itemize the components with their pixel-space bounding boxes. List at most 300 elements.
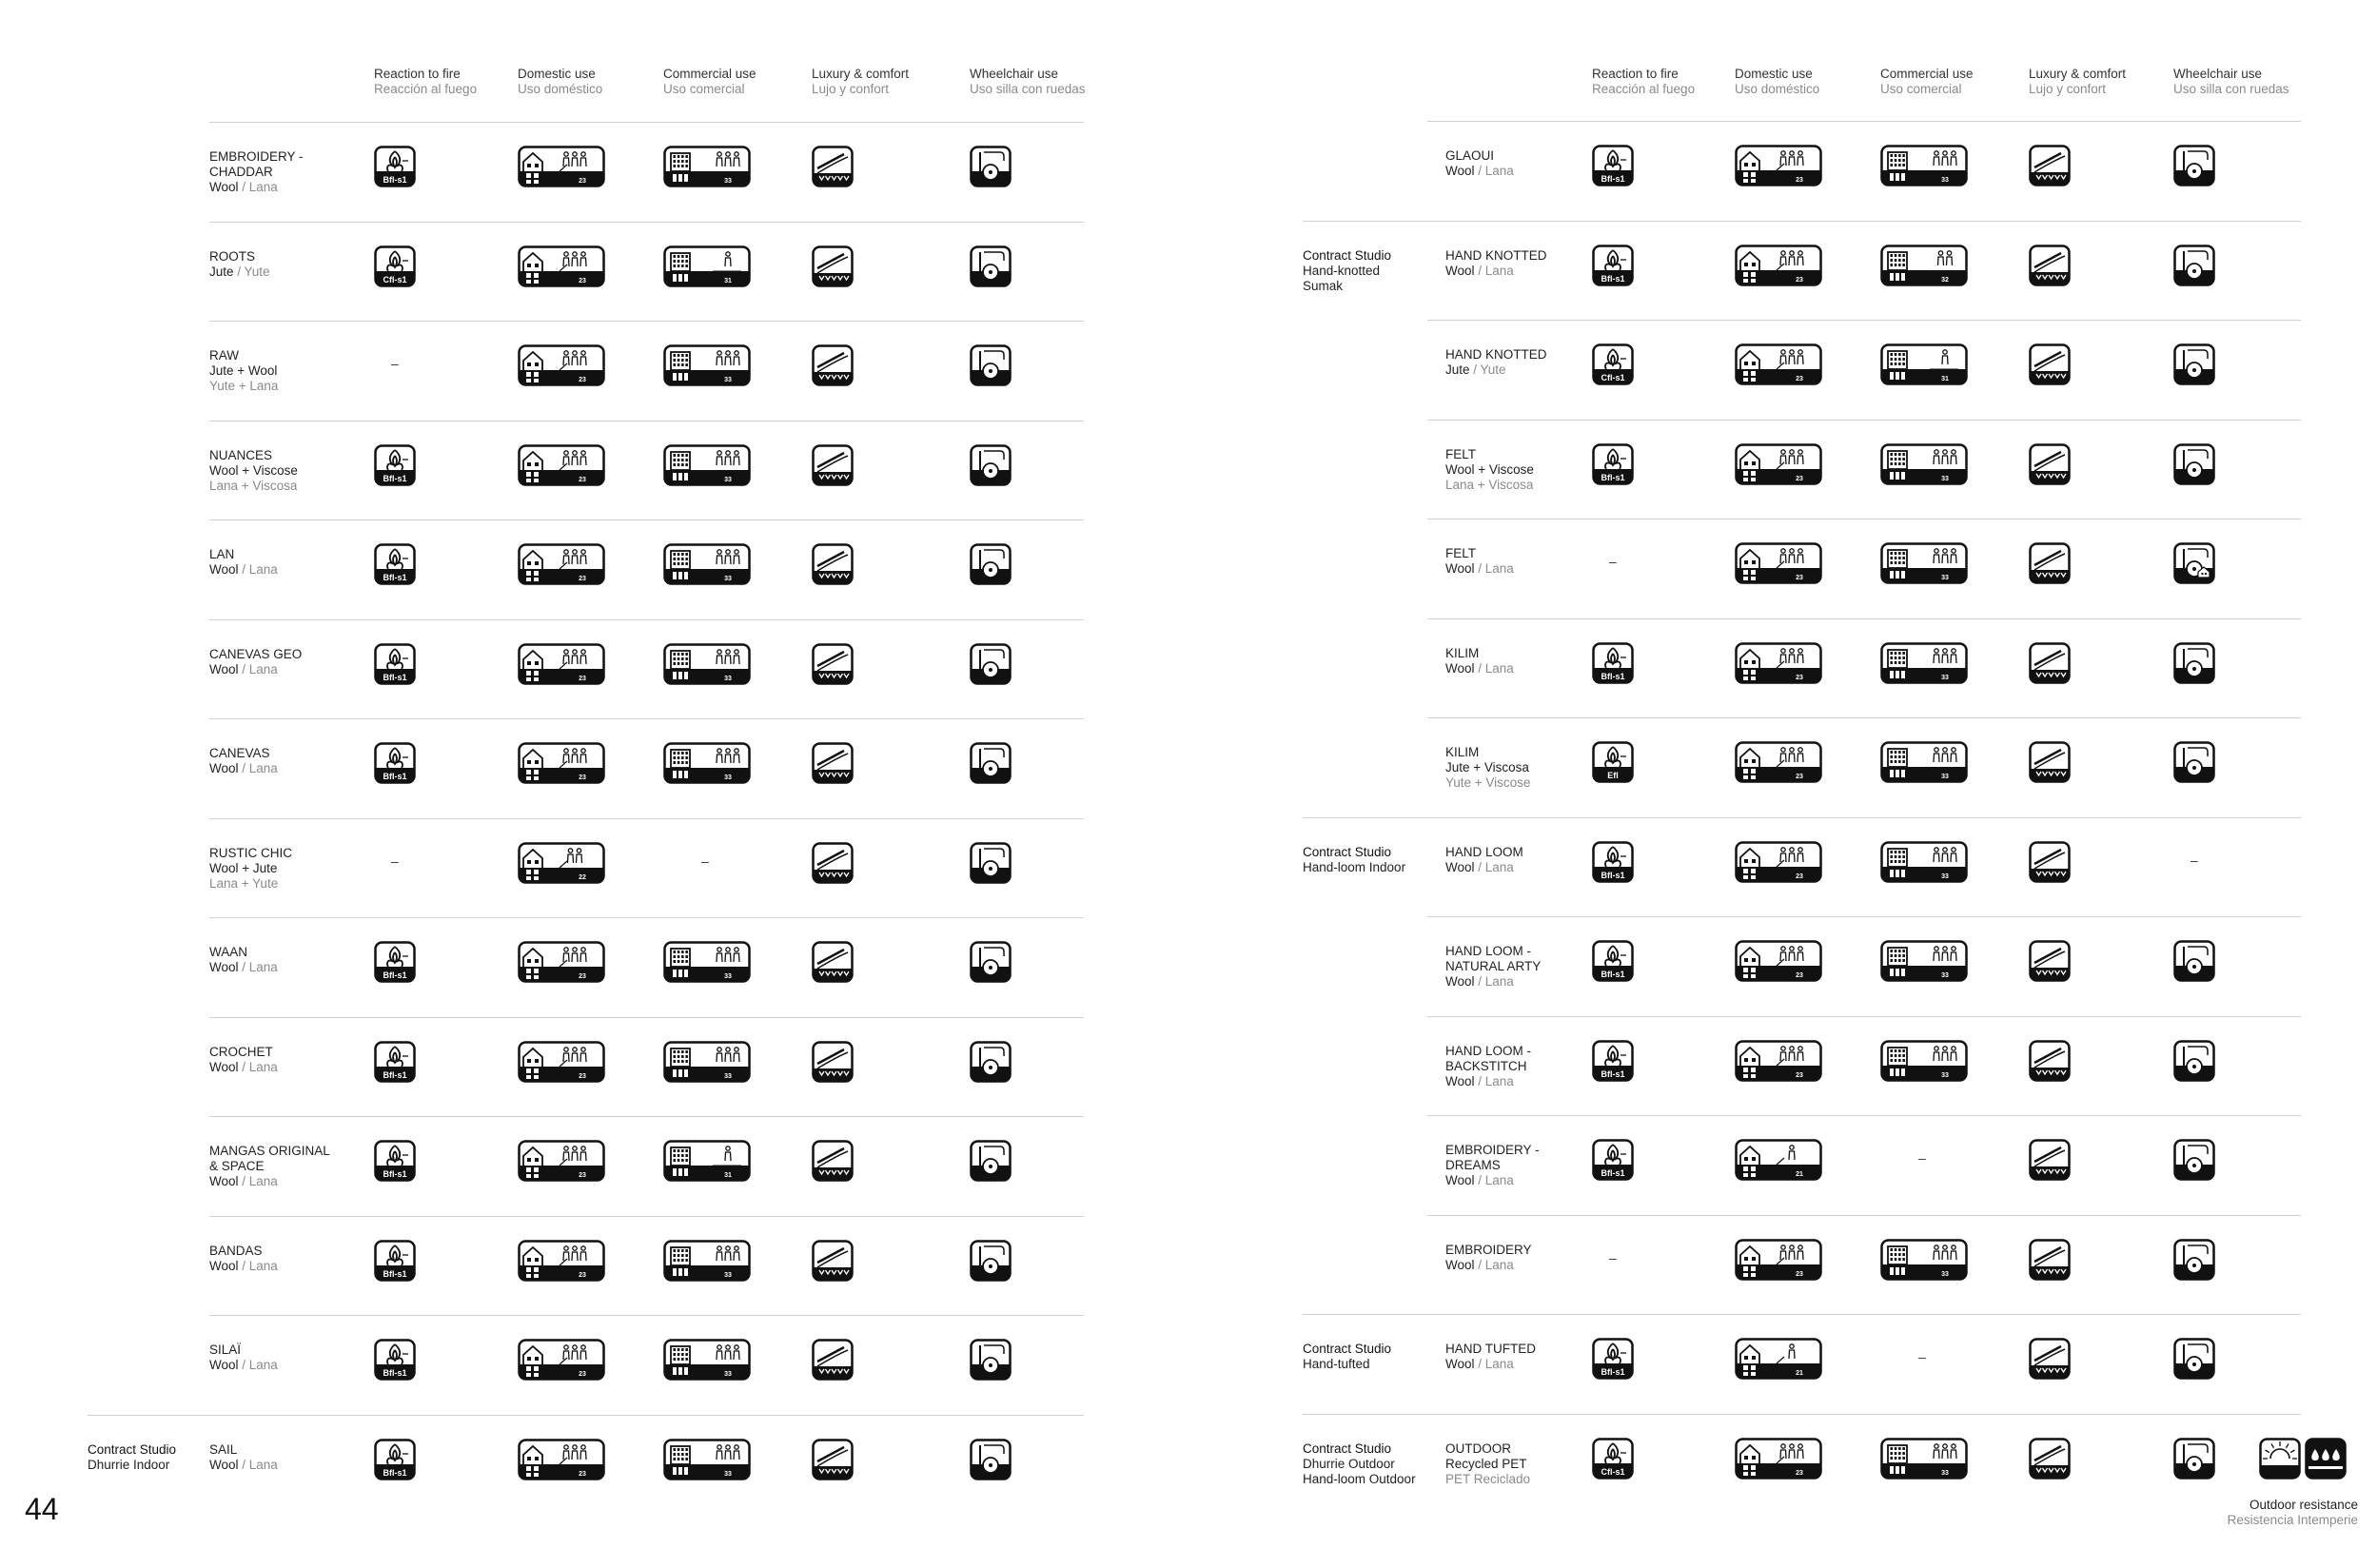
material-en: Wool — [1445, 859, 1479, 874]
svg-text:23: 23 — [579, 973, 586, 980]
product-name: FELT — [1445, 546, 1477, 560]
wheelchair-use-icon — [2173, 1139, 2215, 1181]
svg-text:32: 32 — [1941, 276, 1949, 284]
product-label — [1445, 347, 1547, 378]
material-es: / Lana — [1478, 1073, 1514, 1088]
luxury-comfort-icon — [2029, 145, 2071, 186]
material — [1445, 561, 1514, 577]
product-label — [1445, 1342, 1536, 1372]
collection-line: Contract Studio — [1303, 844, 1392, 859]
material: Wool + Viscose — [209, 462, 298, 478]
svg-text:23: 23 — [579, 1271, 586, 1279]
material-es: / Lana — [242, 960, 278, 974]
right-header-domestic — [1735, 67, 1819, 97]
fire-rating-icon — [1592, 1139, 1634, 1181]
commercial-use-icon — [1880, 145, 1968, 186]
collection-line: Hand-tufted — [1303, 1357, 1370, 1371]
material-en: Wool — [1445, 164, 1479, 178]
fire-class-label: Bfl-s1 — [1601, 273, 1625, 284]
material — [1445, 661, 1514, 676]
material: Wool + Viscose — [1445, 461, 1534, 477]
header-en: Wheelchair use — [970, 67, 1059, 81]
svg-text:23: 23 — [579, 675, 586, 682]
material-es: / Lana — [242, 1358, 278, 1372]
svg-text:33: 33 — [724, 178, 732, 185]
svg-text:23: 23 — [579, 774, 586, 781]
svg-text:23: 23 — [1796, 1469, 1803, 1477]
product-name: NATURAL ARTY — [1445, 959, 1542, 973]
material-en: Wool — [209, 661, 243, 676]
fire-class-label: Bfl-s1 — [1601, 472, 1625, 482]
product-name: HAND LOOM - — [1445, 944, 1532, 958]
fire-class-label: Cfl-s1 — [383, 274, 407, 284]
fire-class-label: Efl — [1607, 771, 1619, 780]
product-name: FELT — [1445, 446, 1477, 461]
collection-line: Sumak — [1303, 278, 1344, 293]
svg-text:33: 33 — [724, 1271, 732, 1279]
svg-text:31: 31 — [724, 277, 732, 284]
product-name: NUANCES — [209, 447, 273, 462]
product-name: EMBROIDERY - — [209, 149, 304, 164]
material-es: / Yute — [1473, 363, 1506, 377]
wheelchair-use-icon — [2173, 542, 2215, 584]
material — [1445, 1173, 1540, 1188]
material-en: Wool — [1445, 1173, 1479, 1187]
wheelchair-use-icon — [2173, 1338, 2215, 1380]
material-es: / Lana — [1478, 561, 1514, 576]
svg-text:23: 23 — [1796, 575, 1803, 581]
fire-class-label: Bfl-s1 — [1601, 1367, 1625, 1377]
header-en: Domestic use — [518, 67, 596, 81]
fire-class-label: Bfl-s1 — [383, 1467, 407, 1478]
svg-text:33: 33 — [1941, 177, 1949, 184]
header-es: Lujo y confort — [2029, 82, 2107, 96]
wheelchair-use-icon — [2173, 1239, 2215, 1281]
product-name: SILAÏ — [209, 1343, 242, 1357]
svg-text:23: 23 — [579, 377, 586, 383]
svg-text:33: 33 — [1941, 1270, 1949, 1278]
commercial-use-icon — [1880, 1040, 1968, 1082]
product-name: CHADDAR — [209, 165, 273, 179]
luxury-comfort-icon — [2029, 940, 2071, 982]
commercial-use-icon — [1880, 542, 1968, 584]
header-en: Reaction to fire — [374, 67, 461, 81]
svg-text:21: 21 — [1796, 1171, 1803, 1178]
right-table-row — [1303, 221, 2301, 321]
domestic-use-icon — [1735, 1239, 1822, 1281]
fire-rating-icon — [1592, 741, 1634, 783]
wheelchair-use-icon — [2173, 245, 2215, 286]
svg-text:33: 33 — [724, 675, 732, 682]
header-es: Lujo y confort — [812, 82, 890, 96]
product-name: BACKSTITCH — [1445, 1058, 1527, 1073]
material: Recycled PET — [1445, 1456, 1527, 1471]
material-es: / Lana — [242, 761, 278, 775]
material-en: Wool — [209, 960, 243, 974]
commercial-use-icon — [1880, 841, 1968, 883]
commercial-use-icon — [1880, 940, 1968, 982]
commercial-use-icon — [1880, 642, 1968, 684]
right-table-row — [1303, 1314, 2301, 1414]
header-es: Uso silla con ruedas — [2173, 82, 2289, 96]
svg-text:23: 23 — [1796, 475, 1803, 482]
svg-text:23: 23 — [579, 178, 586, 185]
product-name: DREAMS — [1445, 1158, 1501, 1172]
sun-resistance-icon — [2259, 1438, 2301, 1480]
fire-rating-icon — [1592, 1438, 1634, 1480]
fire-class-label: Bfl-s1 — [383, 672, 407, 682]
collection-label — [1303, 1342, 1391, 1372]
product-label — [1445, 1441, 1530, 1487]
fire-class-label: Bfl-s1 — [383, 772, 407, 781]
material-es: / Lana — [242, 1174, 278, 1188]
svg-text:21: 21 — [1796, 1370, 1803, 1377]
luxury-comfort-icon — [2029, 1040, 2071, 1082]
svg-text:33: 33 — [724, 377, 732, 383]
product-label — [1445, 845, 1523, 875]
page-number: 44 — [25, 1492, 59, 1526]
material-en: Wool — [1445, 1257, 1479, 1272]
product-name: RUSTIC CHIC — [209, 845, 292, 860]
header-es: Uso doméstico — [518, 82, 603, 96]
material-en: Wool — [1445, 1357, 1479, 1371]
outdoor-legend-es: Resistencia Intemperie — [2227, 1513, 2358, 1527]
header-en: Wheelchair use — [2173, 67, 2263, 81]
product-label — [1445, 1143, 1540, 1188]
right-table-row — [1427, 320, 2301, 420]
product-name: KILIM — [1445, 745, 1480, 759]
collection-line: Hand-loom Indoor — [1303, 859, 1406, 874]
right-table-row — [1427, 1016, 2301, 1116]
wheelchair-use-icon — [2173, 940, 2215, 982]
fire-class-label: Bfl-s1 — [383, 573, 407, 582]
material-en: Wool — [209, 1258, 243, 1273]
svg-text:33: 33 — [1941, 774, 1949, 780]
material-es: / Lana — [242, 1059, 278, 1074]
wheelchair-use-icon — [2173, 642, 2215, 684]
material-es: PET Reciclado — [1445, 1471, 1531, 1486]
product-label — [1445, 148, 1514, 179]
product-name: HAND KNOTTED — [1445, 347, 1547, 362]
fire-rating-icon — [1592, 642, 1634, 684]
svg-text:23: 23 — [579, 1470, 586, 1478]
material: Jute + Viscosa — [1445, 760, 1529, 774]
right-table-row — [1303, 1414, 2301, 1514]
fire-class-label: Bfl-s1 — [1601, 970, 1625, 979]
luxury-comfort-icon — [2029, 343, 2071, 385]
material-en: Jute — [209, 264, 238, 279]
product-label — [1445, 1243, 1532, 1273]
dash: – — [391, 356, 399, 371]
svg-text:23: 23 — [579, 476, 586, 483]
header-en: Domestic use — [1735, 67, 1813, 81]
right-table-row — [1427, 420, 2301, 519]
fire-rating-icon — [1592, 940, 1634, 982]
dash: – — [2190, 852, 2198, 868]
right-table-row — [1427, 916, 2301, 1016]
header-en: Commercial use — [1880, 67, 1974, 81]
right-header-luxury — [2029, 67, 2126, 97]
material — [1445, 1074, 1531, 1089]
product-label — [1445, 745, 1530, 791]
product-name: CANEVAS GEO — [209, 646, 303, 661]
fire-rating-icon — [1592, 1040, 1634, 1082]
product-label — [1445, 447, 1534, 493]
material-es: / Lana — [1478, 263, 1514, 278]
product-name: WAAN — [209, 945, 247, 959]
svg-text:22: 22 — [579, 873, 586, 881]
product-name: MANGAS ORIGINAL — [209, 1144, 330, 1158]
right-header-commercial — [1880, 67, 1974, 97]
material-es: / Lana — [1478, 1257, 1514, 1272]
commercial-use-icon — [1880, 245, 1968, 286]
fire-class-label: Bfl-s1 — [1601, 1168, 1625, 1178]
svg-text:33: 33 — [724, 1072, 732, 1080]
material-es: Lana + Viscosa — [209, 478, 298, 493]
header-en: Luxury & comfort — [2029, 67, 2127, 81]
material-en: Wool — [1445, 561, 1479, 576]
product-name: HAND TUFTED — [1445, 1342, 1537, 1356]
svg-text:23: 23 — [579, 277, 586, 284]
material-en: Wool — [1445, 263, 1479, 278]
domestic-use-icon — [1735, 1040, 1822, 1082]
product-name: HAND LOOM - — [1445, 1043, 1532, 1058]
fire-class-label: Bfl-s1 — [383, 1268, 407, 1279]
svg-text:33: 33 — [1941, 475, 1949, 482]
header-en: Luxury & comfort — [812, 67, 910, 81]
material-es: / Lana — [242, 1457, 278, 1472]
outdoor-legend — [2228, 1498, 2358, 1528]
wheelchair-use-icon — [2173, 343, 2215, 385]
material-en: Wool — [209, 1457, 243, 1472]
header-es: Uso comercial — [663, 82, 745, 96]
material-es: / Lana — [242, 1258, 278, 1273]
material-es: Yute + Lana — [209, 379, 279, 393]
product-name: EMBROIDERY — [1445, 1242, 1532, 1257]
svg-text:23: 23 — [1796, 1071, 1803, 1079]
svg-text:33: 33 — [1941, 972, 1949, 979]
right-table-row — [1427, 717, 2301, 817]
svg-text:23: 23 — [1796, 872, 1803, 880]
collection-line: Contract Studio — [1303, 1441, 1392, 1456]
material — [1445, 1258, 1532, 1273]
svg-text:33: 33 — [724, 973, 732, 980]
collection-line: Contract Studio — [1303, 1342, 1392, 1356]
material-es: / Lana — [242, 180, 278, 194]
right-table-row — [1303, 817, 2301, 917]
material-en: Wool — [209, 562, 243, 577]
fire-class-label: Cfl-s1 — [1601, 373, 1625, 382]
material-es: / Lana — [1478, 1173, 1514, 1187]
fire-class-label: Bfl-s1 — [1601, 174, 1625, 184]
product-label — [1445, 546, 1514, 577]
luxury-comfort-icon — [2029, 741, 2071, 783]
dash: – — [701, 853, 709, 869]
header-es: Reacción al fuego — [1592, 82, 1696, 96]
luxury-comfort-icon — [2029, 642, 2071, 684]
material — [1445, 1357, 1536, 1372]
svg-text:23: 23 — [579, 1172, 586, 1179]
domestic-use-icon — [1735, 542, 1822, 584]
product-name: CROCHET — [209, 1044, 273, 1059]
product-name: HAND KNOTTED — [1445, 247, 1547, 263]
dash: – — [1609, 1249, 1617, 1265]
wheelchair-use-icon — [2173, 443, 2215, 485]
wheelchair-use-icon — [2173, 1040, 2215, 1082]
right-table-row — [1427, 519, 2301, 618]
right-table-row — [1427, 1215, 2301, 1315]
commercial-use-icon — [1880, 343, 1968, 385]
svg-text:23: 23 — [579, 1371, 586, 1378]
svg-text:33: 33 — [724, 1371, 732, 1378]
material-en: Wool — [1445, 1073, 1479, 1088]
svg-text:23: 23 — [579, 576, 586, 582]
right-table-row — [1427, 121, 2301, 221]
material — [1445, 860, 1523, 875]
svg-text:33: 33 — [1941, 1071, 1949, 1079]
material: Jute + Wool — [209, 363, 278, 378]
domestic-use-icon — [1735, 1139, 1822, 1181]
header-es: Uso comercial — [1880, 82, 1962, 96]
product-name: & SPACE — [209, 1159, 265, 1173]
svg-text:33: 33 — [724, 1470, 732, 1478]
right-table-row — [1427, 618, 2301, 718]
header-en: Commercial use — [663, 67, 756, 81]
domestic-use-icon — [1735, 741, 1822, 783]
product-name: RAW — [209, 348, 239, 363]
material-es: Yute + Viscose — [1445, 775, 1531, 790]
material — [1445, 363, 1547, 378]
svg-text:33: 33 — [1941, 575, 1949, 581]
fire-rating-icon — [1592, 443, 1634, 485]
svg-text:23: 23 — [579, 1072, 586, 1080]
material-es: / Lana — [1478, 859, 1514, 874]
collection-label — [1303, 845, 1405, 875]
fire-class-label: Bfl-s1 — [383, 1169, 407, 1179]
material-en: Wool — [1445, 660, 1479, 676]
material: Wool + Jute — [209, 860, 278, 875]
svg-text:31: 31 — [724, 1172, 732, 1179]
outdoor-legend-en: Outdoor resistance — [2249, 1498, 2358, 1512]
material-es: / Lana — [1478, 974, 1514, 989]
product-name: BANDAS — [209, 1243, 263, 1258]
material-en: Wool — [209, 1174, 243, 1188]
svg-text:33: 33 — [1941, 1469, 1949, 1477]
commercial-use-icon — [1880, 1239, 1968, 1281]
product-name: KILIM — [1445, 645, 1480, 660]
luxury-comfort-icon — [2029, 1438, 2071, 1480]
collection-line: Hand-knotted — [1303, 263, 1381, 278]
dash: – — [1918, 1349, 1926, 1364]
material-en: Wool — [209, 1059, 243, 1074]
svg-text:33: 33 — [1941, 872, 1949, 880]
commercial-use-icon — [1880, 741, 1968, 783]
commercial-use-icon — [1880, 1438, 1968, 1480]
domestic-use-icon — [1735, 145, 1822, 186]
product-name: LAN — [209, 547, 235, 561]
wheelchair-use-icon — [2173, 741, 2215, 783]
collection-label — [1303, 248, 1391, 294]
svg-text:23: 23 — [1796, 177, 1803, 184]
material-es: / Lana — [242, 562, 278, 577]
svg-text:23: 23 — [1796, 376, 1803, 382]
product-name: EMBROIDERY - — [1445, 1143, 1540, 1157]
svg-text:33: 33 — [724, 774, 732, 781]
domestic-use-icon — [1735, 1338, 1822, 1380]
material — [1445, 264, 1547, 279]
luxury-comfort-icon — [2029, 1139, 2071, 1181]
domestic-use-icon — [1735, 1438, 1822, 1480]
right-table-row — [1427, 1115, 2301, 1215]
domestic-use-icon — [1735, 343, 1822, 385]
svg-text:23: 23 — [1796, 674, 1803, 681]
product-name: OUTDOOR — [1445, 1441, 1511, 1456]
material-en: Jute — [1445, 363, 1474, 377]
header-es: Uso doméstico — [1735, 82, 1820, 96]
material-es: Lana + Yute — [209, 875, 279, 891]
product-label — [1445, 248, 1547, 279]
material-en: Wool — [209, 180, 243, 194]
fire-class-label: Cfl-s1 — [1601, 1466, 1625, 1477]
svg-text:23: 23 — [1796, 1270, 1803, 1278]
material-es: / Lana — [242, 661, 278, 676]
collection-line: Dhurrie Outdoor — [1303, 1456, 1395, 1471]
right-header-fire — [1592, 67, 1695, 97]
fire-class-label: Bfl-s1 — [1601, 870, 1625, 880]
luxury-comfort-icon — [2029, 1239, 2071, 1281]
luxury-comfort-icon — [2029, 245, 2071, 286]
material-es: / Lana — [1478, 1357, 1514, 1371]
material — [1445, 164, 1514, 179]
material-es: / Lana — [1478, 164, 1514, 178]
fire-rating-icon — [1592, 145, 1634, 186]
svg-text:23: 23 — [1796, 972, 1803, 979]
commercial-use-icon — [1880, 443, 1968, 485]
material-es: / Yute — [237, 264, 270, 279]
fire-class-label: Bfl-s1 — [383, 175, 407, 185]
domestic-use-icon — [1735, 245, 1822, 286]
collection-line: Contract Studio — [88, 1441, 177, 1457]
header-en: Reaction to fire — [1592, 67, 1679, 81]
luxury-comfort-icon — [2029, 542, 2071, 584]
collection-line: Hand-loom Outdoor — [1303, 1471, 1416, 1486]
product-name: SAIL — [209, 1441, 238, 1457]
domestic-use-icon — [1735, 642, 1822, 684]
fire-class-label: Bfl-s1 — [383, 1368, 407, 1378]
material — [1445, 974, 1541, 990]
svg-text:33: 33 — [1941, 674, 1949, 681]
product-label — [1445, 944, 1541, 990]
luxury-comfort-icon — [2029, 443, 2071, 485]
product-name: HAND LOOM — [1445, 844, 1523, 859]
material-en: Wool — [209, 1358, 243, 1372]
svg-text:23: 23 — [1796, 774, 1803, 780]
collection-label — [1303, 1441, 1416, 1487]
domestic-use-icon — [1735, 443, 1822, 485]
fire-rating-icon — [1592, 343, 1634, 385]
luxury-comfort-icon — [2029, 1338, 2071, 1380]
fire-rating-icon — [1592, 245, 1634, 286]
dash: – — [1918, 1150, 1926, 1166]
product-label — [1445, 646, 1514, 676]
material-es: Lana + Viscosa — [1445, 477, 1534, 492]
material-es: / Lana — [1478, 660, 1514, 676]
product-name: ROOTS — [209, 248, 256, 264]
fire-rating-icon — [1592, 1338, 1634, 1380]
material-en: Wool — [1445, 974, 1479, 989]
dash: – — [391, 853, 399, 869]
header-es: Reacción al fuego — [374, 82, 478, 96]
